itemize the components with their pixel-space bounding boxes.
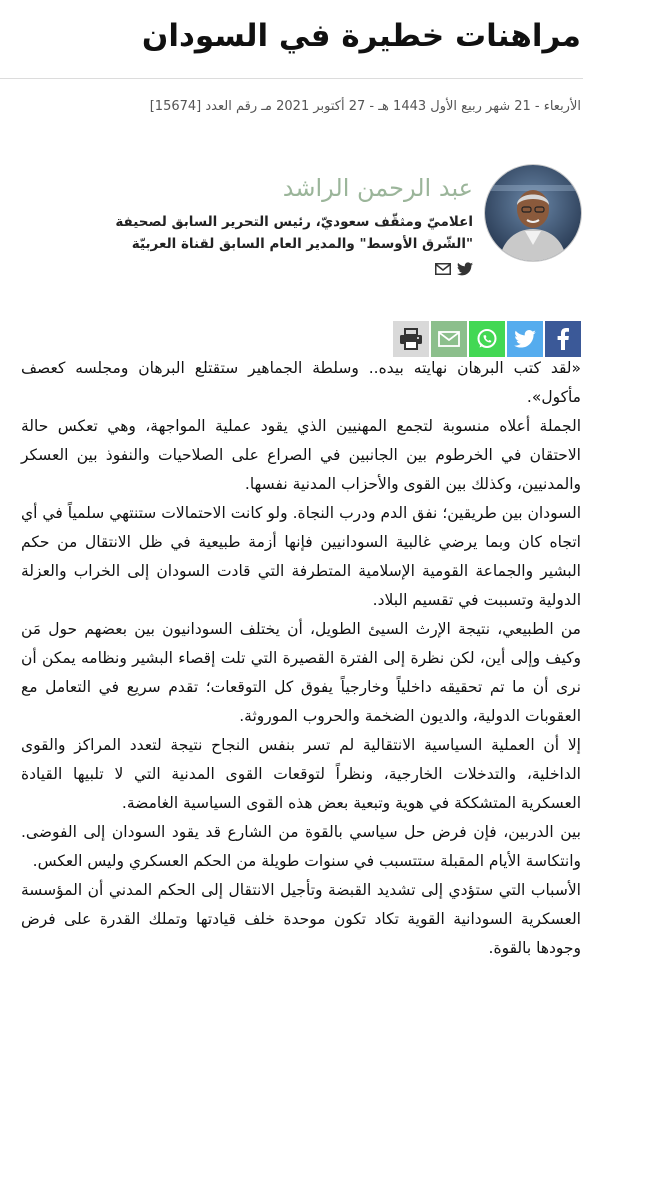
share-email-button[interactable] <box>431 321 467 357</box>
author-social-links <box>435 261 473 275</box>
article-paragraph: الجملة أعلاه منسوبة لتجمع المهنيين الذي يقود عملية المواجهة، وهي تعكس حالة الاحتقان في الخرطوم بين الجانبين في الصراع على الصلاحيات والنفوذ بين العسكر والمدنيين، وكذلك بين القوى والأحزاب المدنية نفسها. <box>21 417 581 493</box>
article-paragraph: الأسباب التي ستؤدي إلى تشديد القبضة وتأجيل الانتقال إلى الحكم المدني أن المؤسسة العسكرية السودانية القوية تكاد تكون موحدة خلف قيادتها وتملك القدرة على فرض وجودها بالقوة. <box>21 881 581 957</box>
twitter-icon <box>514 330 536 348</box>
author-name[interactable]: عبد الرحمن الراشد <box>282 174 473 202</box>
article-body <box>21 354 581 963</box>
headline-divider <box>0 78 583 79</box>
facebook-icon <box>556 328 570 350</box>
email-icon <box>438 331 460 347</box>
article-paragraph: إلا أن العملية السياسية الانتقالية لم تسر بنفس النجاح نتيجة لتعدد المراكز والقوى الداخلية، والتدخلات الخارجية، ونظراً لتوقعات القوى المدنية التي لا تلبيها القيادة العسكرية المتشككة في هوية وتبعية بعض هذه القوى السياسية الغامضة. <box>21 736 581 812</box>
share-toolbar <box>393 321 581 357</box>
author-box <box>21 165 581 285</box>
email-icon[interactable] <box>435 261 451 275</box>
twitter-icon[interactable] <box>457 261 473 275</box>
article-headline: مراهنات خطيرة في السودان <box>141 18 581 54</box>
author-bio: اعلاميّ ومثقّف سعوديّ، رئيس التحرير السابق لصحيفة "الشّرق الأوسط" والمدير العام السابق لقناة العربيّة <box>115 214 473 252</box>
article-paragraph: «لقد كتب البرهان نهايته بيده.. وسلطة الجماهير ستقتلع البرهان ومجلسه كعصف مأكول». <box>21 359 581 406</box>
article-date-line: الأربعاء - 21 شهر ربيع الأول 1443 هـ - 27 أكتوبر 2021 مـ رقم العدد [15674] <box>149 99 581 114</box>
whatsapp-icon <box>476 328 498 350</box>
author-photo-icon <box>485 165 581 261</box>
article-paragraph: بين الدربين، فإن فرض حل سياسي بالقوة من الشارع قد يقود السودان إلى الفوضى. وانتكاسة الأيام المقبلة ستتسبب في سنوات طويلة من الحكم العسكري وليس العكس. <box>21 823 581 870</box>
article-paragraph: السودان بين طريقين؛ نفق الدم ودرب النجاة. ولو كانت الاحتمالات ستنتهي سلمياً في أي اتجاه كان وبما يرضي غالبية السودانيين فإنها أزمة طبيعية في ظل الانتقال من حكم البشير والجماعة القومية الإسلامية المتطرفة التي قادت السودان إلى الخراب والعزلة الدولية وتسببت في تقسيم البلاد. <box>21 504 581 609</box>
author-avatar[interactable] <box>485 165 581 261</box>
printer-icon <box>399 328 423 350</box>
share-facebook-button[interactable] <box>545 321 581 357</box>
print-button[interactable] <box>393 321 429 357</box>
share-whatsapp-button[interactable] <box>469 321 505 357</box>
article-paragraph: من الطبيعي، نتيجة الإرث السيئ الطويل، أن يختلف السودانيون بين بعضهم حول مَن وكيف وإلى أين، لكن نظرة إلى الفترة القصيرة التي تلت إقصاء البشير ونظامه يمكن أن نرى أن ما تم تحقيقه داخلياً وخارجياً يفوق كل التوقعات؛ تقدم سريع في التعامل مع العقوبات الدولية، والديون الضخمة والحروب الموروثة. <box>21 620 581 725</box>
share-twitter-button[interactable] <box>507 321 543 357</box>
